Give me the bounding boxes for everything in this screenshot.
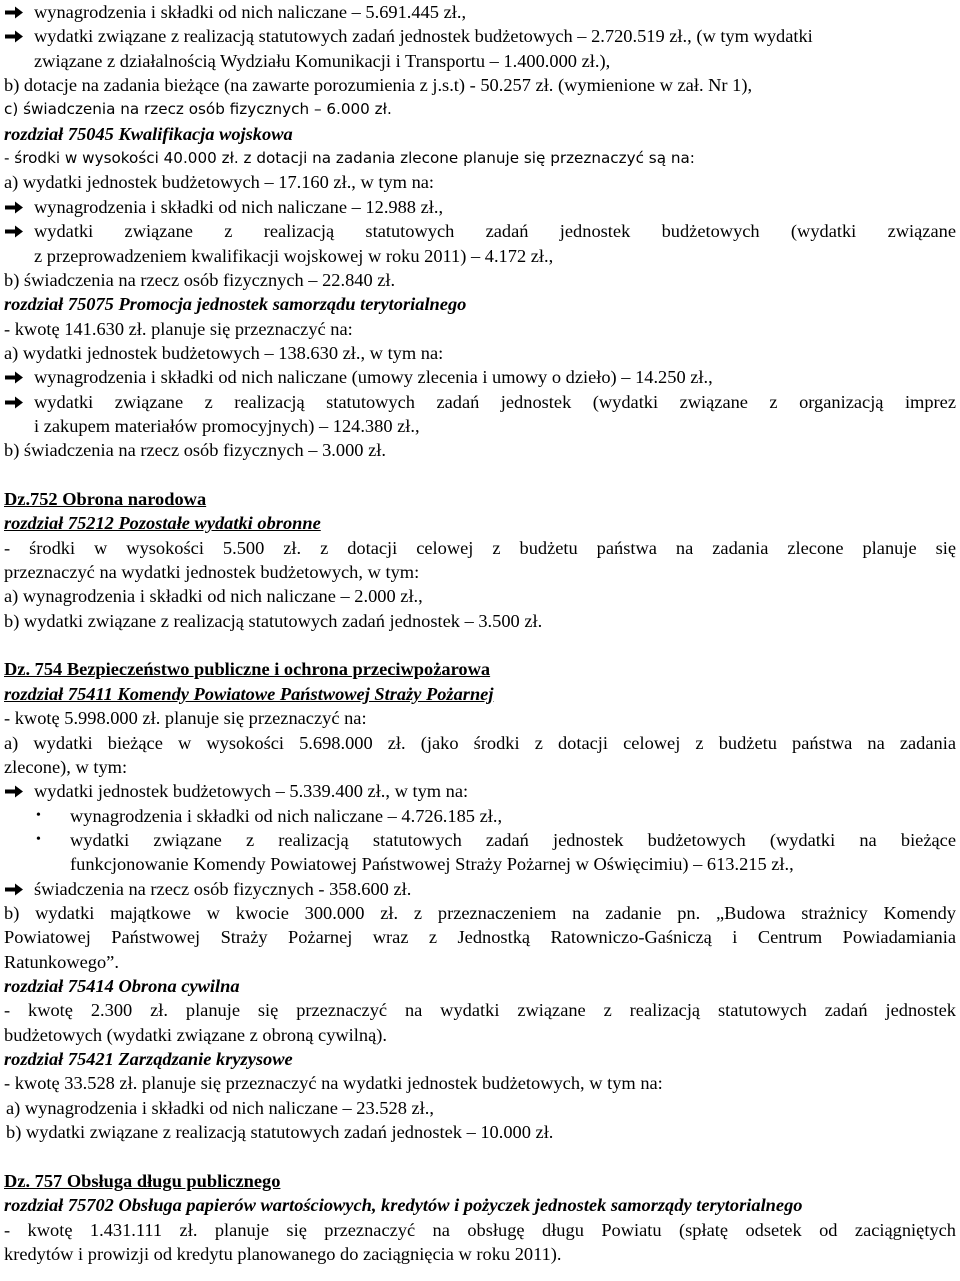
section-heading: rozdział 75702 Obsługa papierów wartościowych, kredytów i pożyczek jednostek samorządy terytorialnego bbox=[4, 1195, 803, 1216]
text-line: b) świadczenia na rzecz osób fizycznych – 3.000 zł. bbox=[4, 440, 386, 461]
arrow-right-icon bbox=[4, 396, 24, 409]
text-line: związane z działalnością Wydziału Komunikacji i Transportu – 1.400.000 zł.), bbox=[34, 50, 611, 71]
text-line: - kwotę 5.998.000 zł. planuje się przeznaczyć na: bbox=[4, 708, 367, 729]
text-line: funkcjonowanie Komendy Powiatowej Państwowej Straży Pożarnej w Oświęcimiu) – 613.215 zł., bbox=[70, 854, 794, 875]
arrow-list-item: wydatki związane z realizacją statutowych zadań jednostek (wydatki związane z organizacją imprez bbox=[34, 391, 956, 412]
division-heading: Dz.752 Obrona narodowa bbox=[4, 489, 207, 509]
arrow-list-item: wydatki związane z realizacją statutowych zadań jednostek budżetowych – 2.720.519 zł., (w tym wydatki bbox=[34, 26, 813, 47]
arrow-right-icon bbox=[4, 371, 24, 384]
arrow-list-item: świadczenia na rzecz osób fizycznych - 358.600 zł. bbox=[34, 878, 412, 899]
section-heading: rozdział 75421 Zarządzanie kryzysowe bbox=[4, 1049, 293, 1070]
division-heading: Dz. 754 Bezpieczeństwo publiczne i ochrona przeciwpożarowa bbox=[4, 659, 491, 680]
text-line: - kwotę 1.431.111 zł. planuje się przeznaczyć na obsługę długu Powiatu (spłatę odsetek od zaciągniętych bbox=[4, 1219, 956, 1240]
text-line: - środki w wysokości 40.000 zł. z dotacji na zadania zlecone planuje się przeznaczyć są na: bbox=[4, 149, 695, 168]
arrow-list-item: wynagrodzenia i składki od nich naliczane – 12.988 zł., bbox=[34, 196, 444, 217]
text-line: b) dotacje na zadania bieżące (na zawarte porozumienia z j.s.t) - 50.257 zł. (wymienione w zał. Nr 1), bbox=[4, 75, 753, 96]
text-line: - kwotę 33.528 zł. planuje się przeznaczyć na wydatki jednostek budżetowych, w tym na: bbox=[4, 1073, 663, 1094]
text-line: i zakupem materiałów promocyjnych) – 124.380 zł., bbox=[34, 415, 420, 436]
text-line: przeznaczyć na wydatki jednostek budżetowych, w tym: bbox=[4, 562, 420, 583]
bullet-list-item: wydatki związane z realizacją statutowych zadań jednostek budżetowych (wydatki na bieżące bbox=[70, 829, 956, 850]
text-line: - środki w wysokości 5.500 zł. z dotacji celowej z budżetu państwa na zadania zlecone planuje się bbox=[4, 537, 956, 558]
arrow-list-item: wynagrodzenia i składki od nich naliczane (umowy zlecenia i umowy o dzieło) – 14.250 zł., bbox=[34, 367, 713, 388]
section-heading: rozdział 75075 Promocja jednostek samorządu terytorialnego bbox=[4, 294, 467, 315]
text-line: a) wynagrodzenia i składki od nich naliczane – 23.528 zł., bbox=[6, 1097, 434, 1118]
text-line: a) wydatki jednostek budżetowych – 17.160 zł., w tym na: bbox=[4, 172, 435, 193]
bullet-icon: • bbox=[36, 807, 41, 823]
section-heading: rozdział 75411 Komendy Powiatowe Państwowej Straży Pożarnej bbox=[4, 683, 494, 704]
arrow-right-icon bbox=[4, 201, 24, 214]
text-line: b) wydatki majątkowe w kwocie 300.000 zł. z przeznaczeniem na zadanie pn. „Budowa strażnicy Komendy bbox=[4, 902, 956, 923]
text-line: Ratunkowego”. bbox=[4, 951, 119, 972]
text-line: c) świadczenia na rzecz osób fizycznych – 6.000 zł. bbox=[4, 100, 392, 119]
text-line: Powiatowej Państwowej Straży Pożarnej wraz z Jednostką Ratowniczo-Gaśniczą i Centrum Powiadamiania bbox=[4, 927, 956, 948]
text-line: budżetowych (wydatki związane z obroną cywilną). bbox=[4, 1024, 387, 1045]
section-heading: rozdział 75045 Kwalifikacja wojskowa bbox=[4, 123, 293, 144]
text-line: b) świadczenia na rzecz osób fizycznych – 22.840 zł. bbox=[4, 269, 396, 290]
arrow-list-item: wydatki związane z realizacją statutowych zadań jednostek budżetowych (wydatki związane bbox=[34, 221, 956, 242]
arrow-right-icon bbox=[4, 30, 24, 43]
division-heading: Dz. 757 Obsługa długu publicznego bbox=[4, 1170, 281, 1191]
text-line: b) wydatki związane z realizacją statutowych zadań jednostek – 3.500 zł. bbox=[4, 610, 543, 631]
text-line: - kwotę 2.300 zł. planuje się przeznaczyć na wydatki związane z realizacją statutowych zadań jednostek bbox=[4, 1000, 956, 1021]
arrow-right-icon bbox=[4, 225, 24, 238]
arrow-list-item: wydatki jednostek budżetowych – 5.339.400 zł., w tym na: bbox=[34, 781, 469, 802]
section-heading: rozdział 75212 Pozostałe wydatki obronne bbox=[4, 513, 321, 534]
arrow-right-icon bbox=[4, 785, 24, 798]
text-line: a) wydatki bieżące w wysokości 5.698.000 zł. (jako środki z dotacji celowej z budżetu państwa na zadania bbox=[4, 732, 956, 753]
arrow-right-icon bbox=[4, 883, 24, 896]
text-line: - kwotę 141.630 zł. planuje się przeznaczyć na: bbox=[4, 318, 353, 339]
text-line: z przeprowadzeniem kwalifikacji wojskowej w roku 2011) – 4.172 zł., bbox=[34, 245, 554, 266]
bullet-icon: • bbox=[36, 831, 41, 847]
bullet-list-item: wynagrodzenia i składki od nich naliczane – 4.726.185 zł., bbox=[70, 805, 503, 826]
arrow-right-icon bbox=[4, 6, 24, 19]
text-line: a) wydatki jednostek budżetowych – 138.630 zł., w tym na: bbox=[4, 342, 444, 363]
text-line: zlecone), w tym: bbox=[4, 756, 128, 777]
section-heading: rozdział 75414 Obrona cywilna bbox=[4, 976, 240, 996]
text-line: b) wydatki związane z realizacją statutowych zadań jednostek – 10.000 zł. bbox=[6, 1122, 554, 1143]
arrow-list-item: wynagrodzenia i składki od nich naliczane – 5.691.445 zł., bbox=[34, 2, 467, 22]
text-line: kredytów i prowizji od kredytu planowanego do zaciągnięcia w roku 2011). bbox=[4, 1243, 562, 1264]
text-line: a) wynagrodzenia i składki od nich naliczane – 2.000 zł., bbox=[4, 586, 423, 607]
